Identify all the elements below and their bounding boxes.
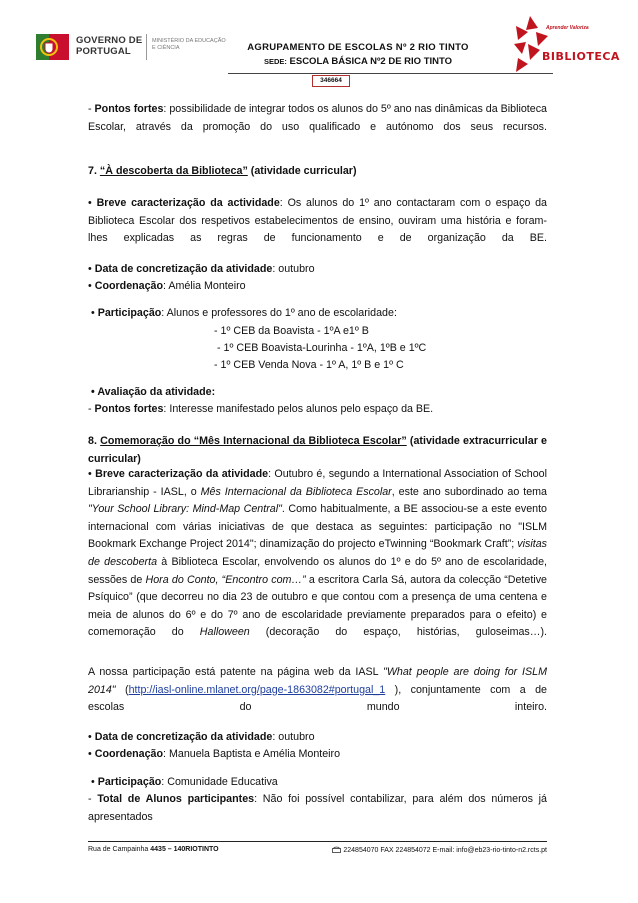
section-8-heading: 8. Comemoração do “Mês Internacional da Biblioteca Escolar” (atividade extracurricular e curricular)	[88, 435, 547, 465]
school-seat: SEDE: ESCOLA BÁSICA Nº2 DE RIO TINTO	[263, 56, 453, 67]
bullet-icon: •	[88, 197, 92, 209]
school-code: 346664	[312, 75, 350, 87]
participation-item: - 1º CEB da Boavista - 1ºA e1º B	[214, 325, 369, 337]
telephone-icon	[332, 846, 341, 853]
footer-contacts: 224854070 FAX 224854072 E-mail: info@eb23-rio-tinto-n2.rcts.pt	[302, 846, 547, 854]
section-8-web-participation: A nossa participação está patente na página web da IASL "What people are doing for ISLM 2014" (http://iasl-online.mlanet.org/page-1863082#portugal_1 ), conjuntamente com a de escolas do mundo inteiro.	[88, 666, 547, 714]
bullet-icon: •	[88, 468, 92, 480]
ministry-name: MINISTÉRIO DA EDUCAÇÃO E CIÊNCIA	[152, 38, 226, 51]
participation-item: - 1º CEB Boavista-Lourinha - 1ºA, 1ºB e 1ºC	[217, 342, 427, 354]
header-rule	[228, 73, 553, 74]
biblioteca-logo	[508, 10, 620, 78]
section-7-coordination: • Coordenação: Amélia Monteiro	[88, 280, 246, 292]
school-group-title: AGRUPAMENTO DE ESCOLAS Nº 2 RIO TINTO	[247, 42, 469, 53]
biblioteca-tagline: Aprender Valoriza	[546, 25, 589, 31]
government-name: GOVERNO DE PORTUGAL	[76, 35, 143, 57]
section-7-evaluation: • Avaliação da atividade:	[91, 386, 216, 398]
biblioteca-wordmark: BIBLIOTECA	[542, 50, 620, 63]
section-7-strengths: - Pontos fortes: Interesse manifestado pelos alunos pelo espaço da BE.	[88, 403, 434, 415]
footer-address: Rua de Campainha 4435 – 140RIOTINTO	[88, 846, 219, 853]
section-8-total-students: - Total de Alunos participantes: Não foi possível contabilizar, para além dos números já apresentados	[88, 793, 547, 823]
participation-item: - 1º CEB Venda Nova - 1º A, 1º B e 1º C	[214, 359, 404, 371]
section-8-description: • Breve caracterização da atividade: Outubro é, segundo a International Association of School Librarianship - IASL, o Mês Internacional da Biblioteca Escolar, este ano subordinado ao tema "Your School Library: Mind-Map Central". Como habitualmente, a BE associou-se a este evento internacional com várias iniciativas de que destaca as seguintes: participação no "ISLM Bookmark Exchange Project 2014"; dinamização do projecto eTwinning “Bookmark Craft”; visitas de descoberta à Biblioteca Escolar, envolvendo os alunos do 1º e do 5º ano de escolaridade, sessões de Hora do Conto, “Encontro com…” a escritora Carla Sá, autora da colecção “Detetive Psíquico” (que decorreu no dia 23 de outubro e que contou com a presença de uma centena e meia de alunos do 6º e do 7º ano de escolaridade previamente preparados para o efeito) e comemoração do Halloween (decoração do espaço, histórias, guloseimas…).	[88, 468, 547, 639]
section-7-description: • Breve caracterização da actividade: Os alunos do 1º ano contactaram com o espaço da Biblioteca Escolar dos respetivos estabelecimentos de ensino, ouviram uma história e foram-lhes explicadas as regras de funcionamento e de organização da BE.	[88, 197, 547, 245]
section-7-heading: 7. “À descoberta da Biblioteca” (atividade curricular)	[88, 165, 357, 177]
section-8-participation: • Participação: Comunidade Educativa	[91, 776, 278, 788]
intro-strengths: - Pontos fortes: possibilidade de integrar todos os alunos do 5º ano nas dinâmicas da Biblioteca Escolar, através da promoção do uso qualificado e autónomo dos seus recursos.	[88, 103, 547, 133]
section-8-date: • Data de concretização da atividade: outubro	[88, 731, 315, 743]
government-logo	[34, 30, 244, 70]
section-7-participation: • Participação: Alunos e professores do 1º ano de escolaridade:	[91, 307, 397, 319]
logo-divider	[146, 34, 147, 60]
section-8-coordination: • Coordenação: Manuela Baptista e Amélia Monteiro	[88, 748, 341, 760]
portugal-flag-icon	[34, 30, 72, 64]
section-7-date: • Data de concretização da atividade: outubro	[88, 263, 315, 275]
iasl-link[interactable]: http://iasl-online.mlanet.org/page-1863082#portugal_1	[128, 683, 386, 696]
footer-rule	[88, 841, 547, 842]
biblioteca-figure-icon	[508, 14, 552, 76]
